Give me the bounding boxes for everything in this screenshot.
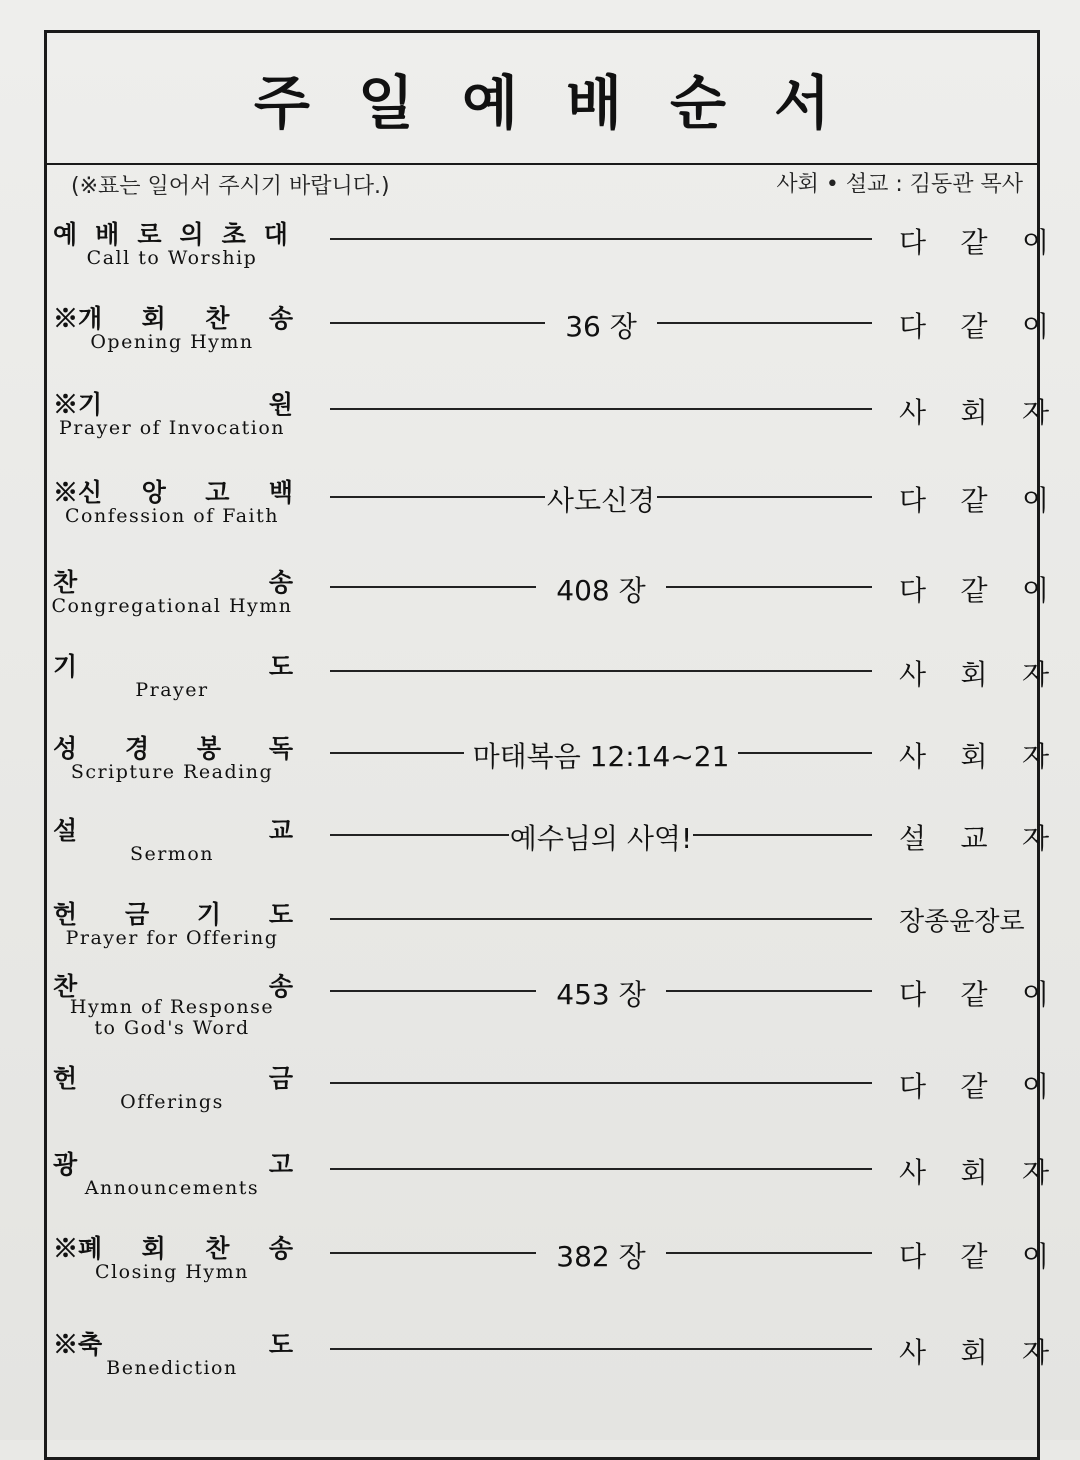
- item-leader-char: 사: [899, 1336, 927, 1369]
- item-korean-title: [53, 729, 293, 765]
- leader-line: [330, 670, 872, 672]
- item-english-title: Congregational Hymn: [51, 595, 293, 617]
- item-korean-char: ※축: [53, 1330, 103, 1359]
- item-leader-char: 이: [1021, 1240, 1049, 1273]
- item-english-title: Benediction: [106, 1357, 238, 1379]
- item-leader-char: 자: [1021, 658, 1049, 691]
- bulletin-frame: [44, 30, 1049, 1460]
- item-leader-char: 다: [899, 1070, 927, 1103]
- list-item: [47, 473, 1047, 553]
- item-leader-char: 자: [1021, 1156, 1049, 1189]
- item-korean-char: 독: [268, 734, 293, 763]
- leader-line: [330, 918, 872, 920]
- item-korean-char: 송: [268, 304, 293, 333]
- item-korean-char: 교: [268, 816, 293, 845]
- item-korean-title: [53, 1229, 293, 1265]
- item-leader-char: 다: [899, 226, 927, 259]
- item-leader-char: 회: [960, 396, 988, 429]
- item-english-title: Scripture Reading: [70, 761, 274, 783]
- item-detail: 36 장: [565, 310, 637, 343]
- leader-line: [657, 322, 872, 324]
- item-detail: 408 장: [556, 574, 646, 607]
- leader-line: [666, 586, 872, 588]
- item-korean-title: [53, 299, 293, 335]
- item-korean-char: 배: [95, 220, 120, 249]
- item-leader-char: 같: [960, 1240, 988, 1273]
- item-korean-char: 초: [221, 220, 246, 249]
- page-title: 주일예배순서: [253, 69, 879, 137]
- item-korean-title: [53, 473, 293, 509]
- list-item: [47, 299, 1047, 379]
- item-english-title: Sermon: [129, 843, 215, 865]
- title-box: [47, 33, 1037, 165]
- item-leader-char: 이: [1021, 574, 1049, 607]
- item-leader-char: 사: [899, 1156, 927, 1189]
- item-korean-char: 경: [124, 734, 150, 763]
- item-detail: 사도신경: [546, 484, 656, 517]
- item-leader-char: 같: [960, 574, 988, 607]
- item-leader-char: 다: [899, 978, 927, 1011]
- item-leader-char: 다: [899, 310, 927, 343]
- presider-note: 사회 • 설교 : 김동관 목사: [776, 172, 1023, 197]
- item-english-title: Prayer for Offering: [65, 927, 279, 949]
- leader-line: [330, 238, 872, 240]
- item-leader-char: 자: [1021, 396, 1049, 429]
- item-korean-char: 회: [141, 304, 166, 333]
- item-korean-title: [53, 215, 288, 251]
- item-leader-char: 이: [1021, 484, 1049, 517]
- item-leader-char: 다: [899, 574, 927, 607]
- item-korean-char: 헌: [53, 900, 78, 929]
- item-korean-char: 송: [268, 972, 293, 1001]
- list-item: [47, 967, 1047, 1047]
- item-leader-char: 사: [899, 396, 927, 429]
- list-item: [47, 1145, 1047, 1225]
- item-korean-char: 기: [53, 652, 78, 681]
- item-korean-title: [53, 1145, 293, 1181]
- item-english-title: Hymn of Response to God's Word: [69, 996, 275, 1039]
- item-korean-char: 금: [124, 900, 150, 929]
- item-korean-char: ※신: [53, 478, 103, 507]
- item-leader-char: 회: [960, 658, 988, 691]
- item-leader-char: 교: [960, 822, 988, 855]
- list-item: [47, 729, 1047, 809]
- item-korean-title: [53, 811, 293, 847]
- item-leader-char: 이: [1021, 310, 1049, 343]
- item-leader: [899, 735, 1049, 775]
- leader-line: [666, 1252, 872, 1254]
- item-english-title: Prayer of Invocation: [58, 417, 286, 439]
- item-korean-title: [53, 895, 293, 931]
- item-leader-char: 자: [1021, 740, 1049, 773]
- item-english-title: Prayer: [135, 679, 209, 701]
- item-detail: 453 장: [556, 978, 646, 1011]
- item-english-title: Closing Hymn: [95, 1261, 249, 1283]
- item-leader-char: 이: [1021, 1070, 1049, 1103]
- item-korean-char: 백: [268, 478, 293, 507]
- item-leader-char: 같: [960, 310, 988, 343]
- item-leader: [899, 391, 1049, 431]
- item-leader: [899, 653, 1049, 693]
- item-leader: [899, 973, 1049, 1013]
- item-leader-char: 같: [960, 484, 988, 517]
- item-korean-char: 고: [205, 478, 230, 507]
- item-english-title: Call to Worship: [86, 247, 258, 269]
- item-korean-char: 원: [268, 390, 293, 419]
- item-leader-char: 사: [899, 658, 927, 691]
- item-korean-char: 송: [268, 568, 293, 597]
- item-leader-char: 설: [899, 822, 927, 855]
- standing-note: (※표는 일어서 주시기 바랍니다.): [71, 174, 390, 199]
- leader-line: [330, 1082, 872, 1084]
- item-korean-char: 앙: [141, 478, 166, 507]
- item-english-title: Confession of Faith: [65, 505, 279, 527]
- item-korean-char: ※개: [53, 304, 103, 333]
- item-korean-char: 금: [268, 1064, 293, 1093]
- item-leader-char: 다: [899, 1240, 927, 1273]
- item-detail: 예수님의 사역!: [509, 822, 693, 855]
- item-leader: [899, 479, 1049, 519]
- list-item: [47, 215, 1047, 295]
- leader-line: [330, 1168, 872, 1170]
- list-item: [47, 647, 1047, 727]
- leader-line: [738, 752, 872, 754]
- item-korean-char: 고: [268, 1150, 293, 1179]
- item-korean-char: 설: [53, 816, 78, 845]
- item-korean-char: 의: [179, 220, 204, 249]
- item-leader: [899, 569, 1049, 609]
- leader-line: [330, 752, 464, 754]
- item-leader: 장종윤장로: [899, 907, 1025, 937]
- item-leader-char: 같: [960, 978, 988, 1011]
- item-leader-char: 자: [1021, 1336, 1049, 1369]
- item-korean-title: [53, 385, 293, 421]
- item-korean-char: 로: [137, 220, 162, 249]
- leader-line: [693, 834, 872, 836]
- list-item: [47, 563, 1047, 643]
- item-korean-char: 예: [53, 220, 78, 249]
- item-english-title: Opening Hymn: [90, 331, 254, 353]
- leader-line: [330, 1348, 872, 1350]
- item-detail: 382 장: [556, 1240, 646, 1273]
- list-item: [47, 1229, 1047, 1309]
- item-leader: [899, 817, 1049, 857]
- item-korean-title: [53, 647, 293, 683]
- item-leader-char: 같: [960, 1070, 988, 1103]
- item-korean-char: 도: [268, 1330, 293, 1359]
- item-leader-char: 다: [899, 484, 927, 517]
- leader-line: [666, 990, 872, 992]
- item-korean-char: 찬: [205, 1234, 230, 1263]
- list-item: [47, 385, 1047, 465]
- item-leader: [899, 1235, 1049, 1275]
- item-korean-char: 성: [53, 734, 78, 763]
- item-korean-title: [53, 1325, 293, 1361]
- item-korean-char: 송: [268, 1234, 293, 1263]
- item-leader: [899, 221, 1049, 261]
- item-korean-char: 찬: [53, 972, 78, 1001]
- item-korean-title: [53, 563, 293, 599]
- item-korean-char: 도: [268, 652, 293, 681]
- item-korean-char: 찬: [205, 304, 230, 333]
- item-korean-char: 회: [141, 1234, 166, 1263]
- item-leader-char: 회: [960, 1156, 988, 1189]
- item-korean-char: ※폐: [53, 1234, 103, 1263]
- list-item: [47, 811, 1047, 891]
- item-korean-char: 기: [196, 900, 222, 929]
- item-korean-title: [53, 1059, 293, 1095]
- item-leader: [899, 305, 1049, 345]
- list-item: [47, 1325, 1047, 1405]
- item-korean-char: 대: [263, 220, 288, 249]
- item-korean-char: ※기: [53, 390, 103, 419]
- leader-line: [330, 408, 872, 410]
- item-leader: [899, 1331, 1049, 1371]
- item-leader-char: 회: [960, 1336, 988, 1369]
- item-english-title: Announcements: [84, 1177, 260, 1199]
- item-korean-char: 봉: [196, 734, 222, 763]
- item-korean-char: 헌: [53, 1064, 78, 1093]
- leader-line: [657, 496, 872, 498]
- item-detail: 마태복음 12:14~21: [472, 740, 730, 773]
- item-korean-char: 광: [53, 1150, 78, 1179]
- item-leader: [899, 1151, 1049, 1191]
- item-leader: [899, 1065, 1049, 1105]
- item-leader-char: 이: [1021, 226, 1049, 259]
- item-english-title: Offerings: [120, 1091, 224, 1113]
- list-item: [47, 895, 1047, 975]
- item-leader-char: 자: [1021, 822, 1049, 855]
- item-korean-char: 도: [268, 900, 293, 929]
- item-leader-char: 이: [1021, 978, 1049, 1011]
- item-korean-char: 찬: [53, 568, 78, 597]
- item-leader-char: 회: [960, 740, 988, 773]
- item-leader-char: 같: [960, 226, 988, 259]
- list-item: [47, 1059, 1047, 1139]
- item-leader-char: 사: [899, 740, 927, 773]
